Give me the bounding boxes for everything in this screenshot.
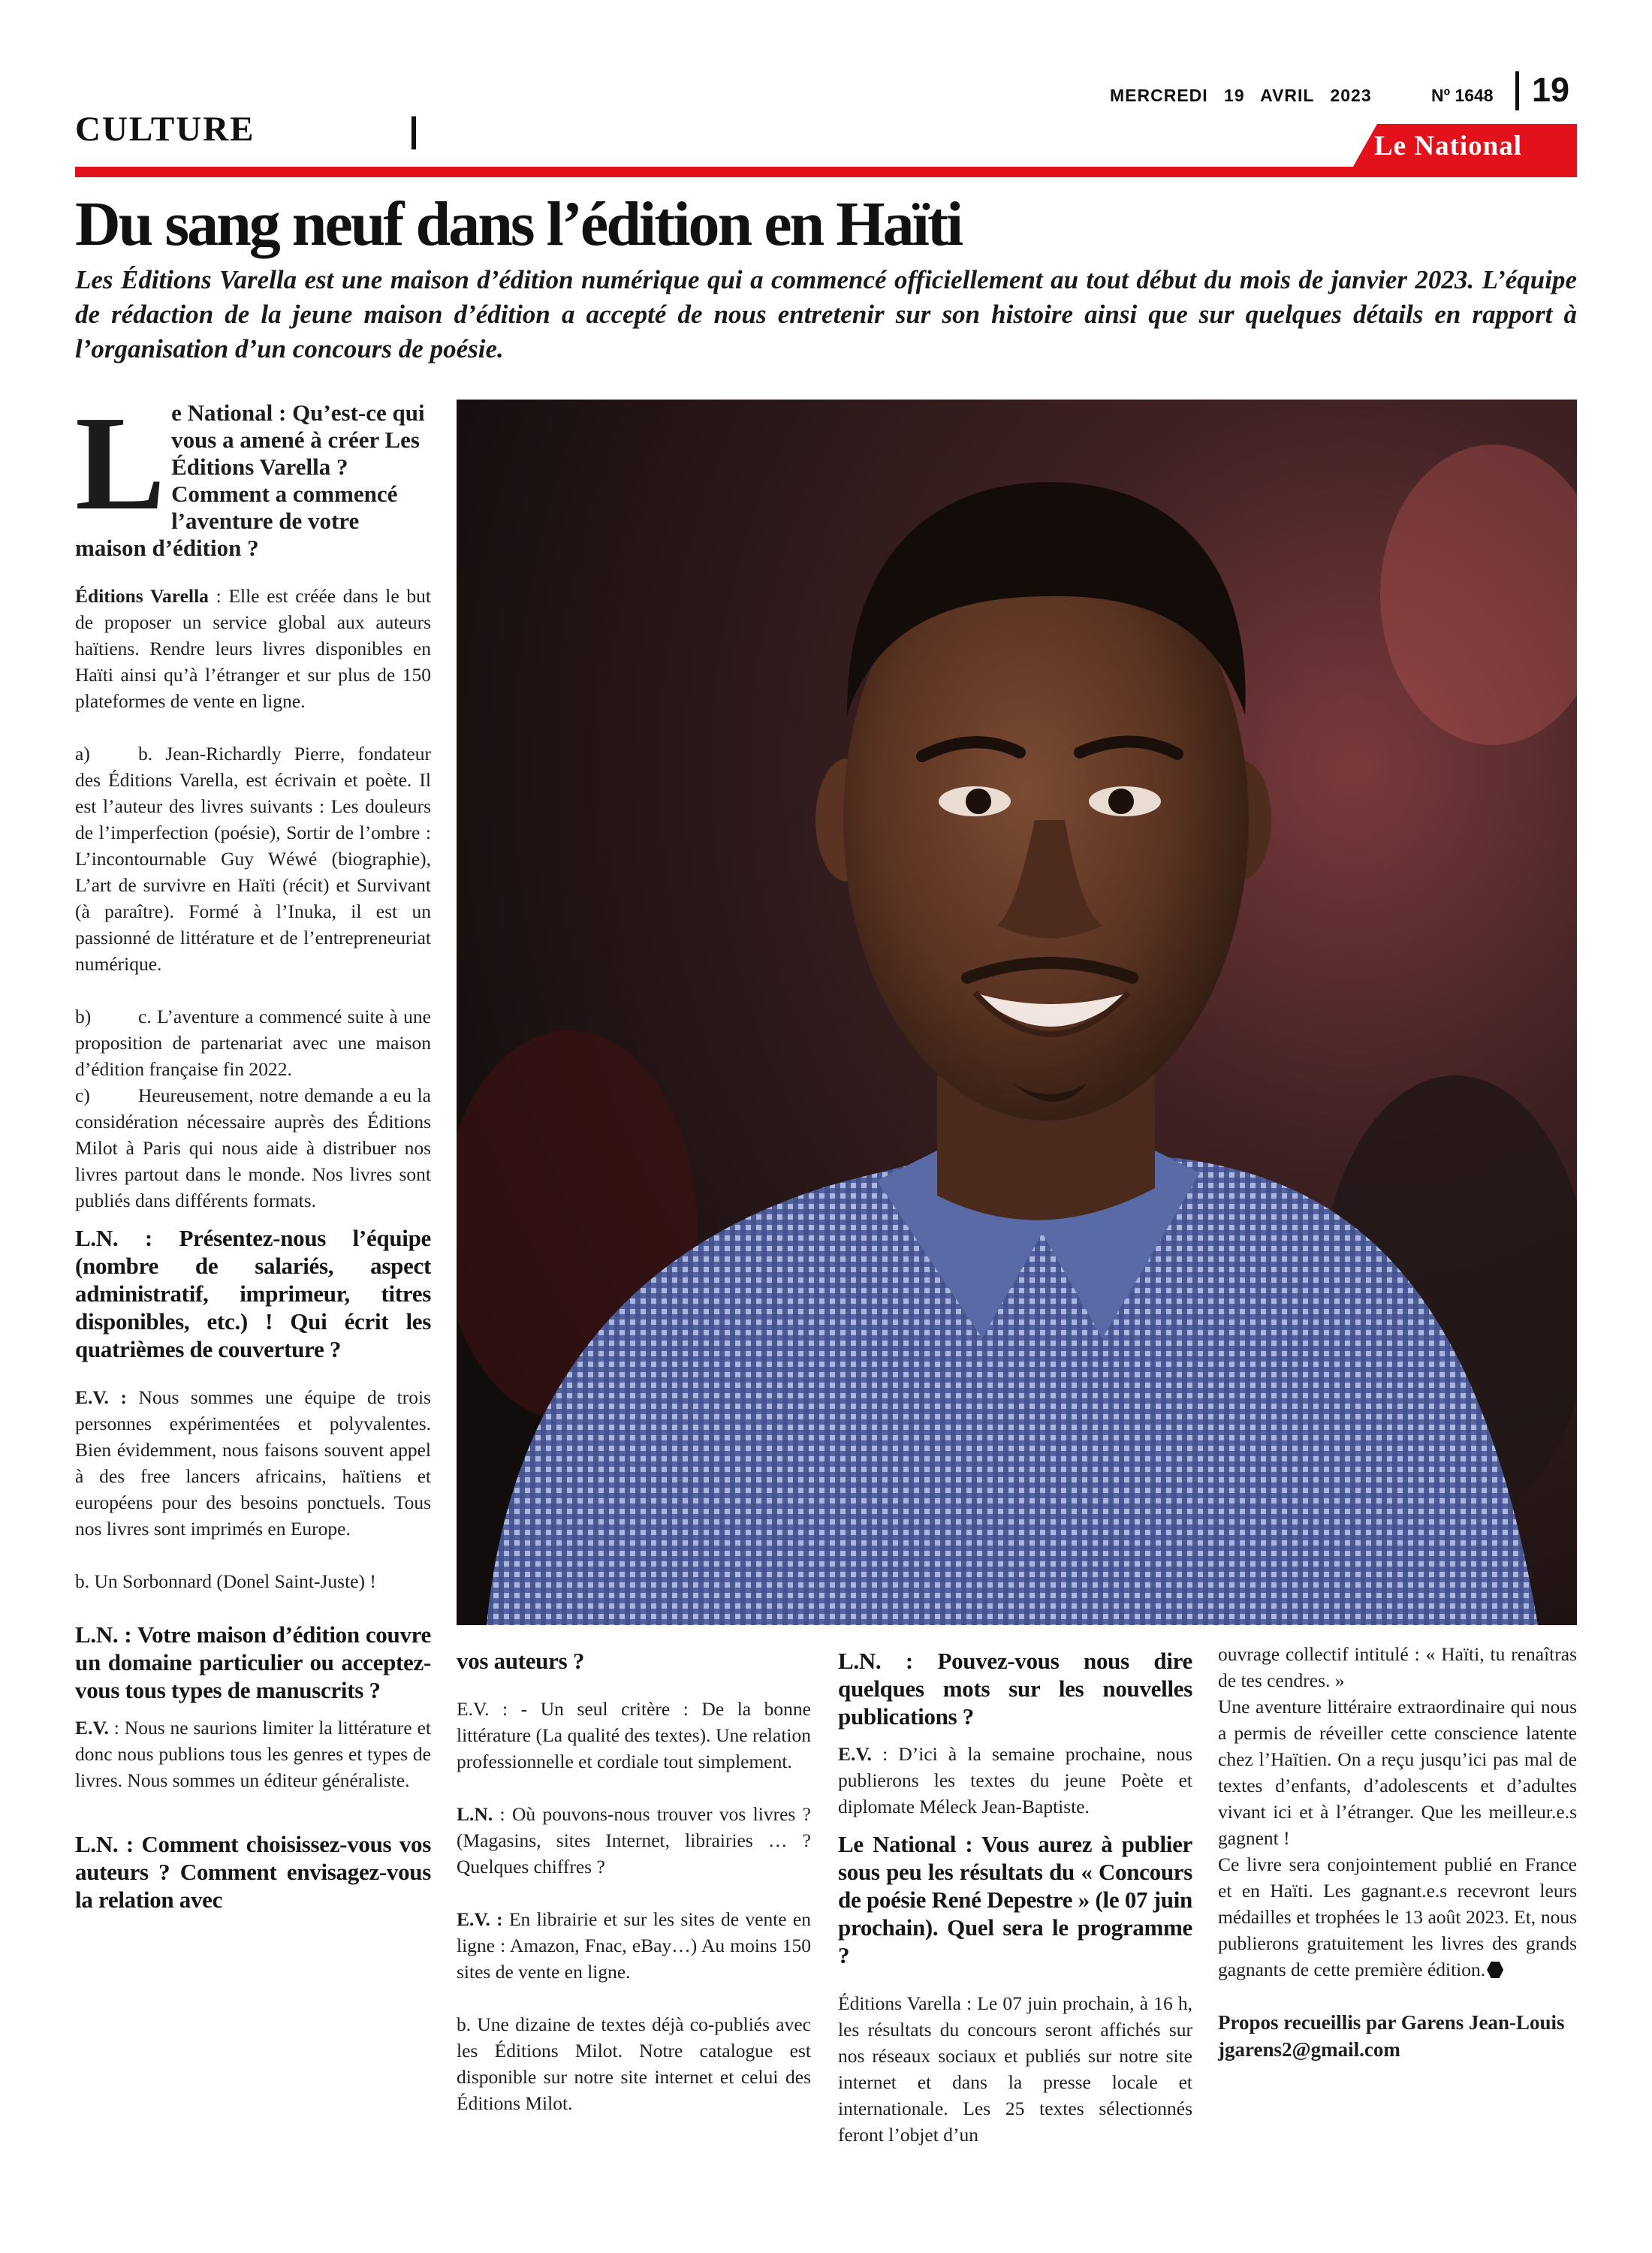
answer-text: : Elle est créée dans le but de proposer un service global aux auteurs haïtiens. Rendre leurs livres disponibles en Haïti ainsi qu’à l’étranger et sur plus de 150 plateformes de vente en ligne. [75,585,432,712]
interview-question: L.N. : Pouvez-vous nous dire quelques mots sur les nouvelles publications ? [838,1648,1192,1730]
answer-paragraph [75,740,431,977]
answer-paragraph: b. Un Sorbonnard (Donel Saint-Juste) ! [75,1570,376,1592]
answer-text: : D’ici à la semaine prochaine, nous publierons les textes du jeune Poète et diplomate Méleck Jean-Baptiste. [838,1743,1192,1817]
answer-label: Éditions Varella [75,585,209,607]
intro-question [75,388,431,562]
answer-label: E.V. [838,1743,872,1765]
answer-text: c. L’aventure a commencé suite à une proposition de partenariat avec une maison d’édition française fin 2022. [75,1006,431,1080]
answer-paragraph [457,1906,811,1985]
article-headline: Du sang neuf dans l’édition en Haïti [75,189,962,259]
article-standfirst: Les Éditions Varella est une maison d’édition numérique qui a commencé officiellement au tout début du mois de janvier 2023. L’équipe de rédaction de la jeune maison d’édition a accepté de nous entretenir sur son histoire ainsi que sur quelques détails en rapport à l’organisation d’un concours de poésie. [75,265,1577,363]
dateline: MERCREDI 19 AVRIL 2023 [1110,86,1372,105]
header-rule [75,167,1577,177]
answer-paragraph [75,1715,431,1793]
answer-paragraph [75,1082,431,1214]
answer-label: E.V. : [75,1386,127,1408]
list-marker: a) [75,743,90,765]
answer-paragraph: Une aventure littéraire extraordinaire qui nous a permis de réveiller cette conscience latente chez l’Haïtien. On a reçu jusqu’ici pas mal de textes d’enfants, d’adolescents et d’adultes vivant ici et à l’étranger. Que les meilleur.e.s gagnent ! [1218,1696,1577,1849]
answer-label: E.V. : [457,1908,503,1930]
answer-paragraph [75,583,431,714]
question-text: : Où pouvons-nous trouver vos livres ? (Magasins, sites Internet, librairies … ? Quelques chiffres ? [457,1803,811,1878]
drop-cap: L [75,388,166,538]
answer-text: Ce livre sera conjointement publié en France et en Haïti. Les gagnant.e.s recevront leurs médailles et trophées le 13 août 2023. Et, nous publierons gratuitement les livres des grands gagnants de cette première édition. [1218,1853,1577,1980]
answer-text: b. Jean-Richardly Pierre, fondateur des Éditions Varella, est écrivain et poète. Il est l’auteur des livres suivants : Les douleurs de l’imperfection (poésie), Sortir de l’ombre : L’incontournable Guy Wéwé (biographie), L’art de survivre en Haïti (récit) et Survivant (à paraître). Formé à l’Inuka, il est un passionné de littérature et de l’entrepreneuriat numérique. [75,743,431,975]
answer-paragraph: E.V. : - Un seul critère : De la bonne littérature (La qualité des textes). Une relation professionnelle et cordiale tout simplement. [457,1698,811,1772]
interview-question: L.N. : Votre maison d’édition couvre un domaine particulier ou acceptez-vous tous types de manuscrits ? [75,1621,431,1703]
answer-paragraph [75,1384,431,1542]
article-column-2 [457,1647,811,2116]
answer-paragraph [1218,1851,1577,1983]
list-marker: c) [75,1084,90,1106]
answer-paragraph [838,1741,1192,1820]
answer-paragraph [75,1003,431,1082]
answer-text: : Nous ne saurions limiter la littérature et donc nous publions tous les genres et types de livres. Nous sommes un éditeur généraliste. [75,1717,431,1791]
answer-paragraph: Éditions Varella : Le 07 juin prochain, à 16 h, les résultats du concours seront affichés sur nos réseaux sociaux et publiés sur notre site internet et dans la presse locale et internationale. Les 25 textes sélectionnés feront l’objet d’un [838,1992,1192,2146]
interview-question: Le National : Vous aurez à publier sous peu les résultats du « Concours de poésie René Depestre » (le 07 juin prochain). Quel sera le programme ? [838,1831,1192,1968]
author-credit: Propos recueillis par Garens Jean-Louis [1218,2011,1565,2034]
end-of-article-icon [1487,1962,1503,1978]
answer-paragraph: ouvrage collectif intitulé : « Haïti, tu renaîtras de tes cendres. » [1218,1643,1577,1691]
section-label: CULTURE [75,110,255,149]
answer-paragraph: b. Une dizaine de textes déjà co-publiés avec les Éditions Milot. Notre catalogue est disponible sur notre site internet et celui des Éditions Milot. [457,2013,811,2114]
article-column-4 [1218,1641,1577,2063]
publication-brand: Le National [1374,131,1523,161]
list-marker: b) [75,1006,92,1027]
issue-number: Nº 1648 [1431,86,1494,105]
question-paragraph [457,1801,811,1880]
answer-text: En librairie et sur les sites de vente en ligne : Amazon, Fnac, eBay…) Au moins 150 sites de vente en ligne. [457,1908,811,1983]
article-column-1 [75,388,432,1914]
answer-label: E.V. [75,1717,109,1739]
page-number-divider [1515,71,1519,110]
portrait-photo [457,400,1577,1625]
interview-question-continued: vos auteurs ? [457,1648,585,1674]
author-email[interactable]: jgarens2@gmail.com [1218,2038,1400,2061]
article-column-3 [838,1647,1192,2148]
section-divider [411,116,416,149]
question-label: L.N. [457,1803,493,1825]
intro-question-text: e National : Qu’est-ce qui vous a amené à créer Les Éditions Varella ? Comment a commencé l’aventure de votre maison d’édition ? [75,400,425,561]
answer-text: Nous sommes une équipe de trois personnes expérimentées et polyvalentes. Bien évidemment, nous faisons souvent appel à des free lancers africains, haïtiens et européens pour des besoins ponctuels. Tous nos livres sont imprimés en Europe. [75,1386,431,1540]
interview-question: L.N. : Présentez-nous l’équipe (nombre de salariés, aspect administratif, imprimeur, titres disponibles, etc.) ! Qui écrit les quatrièmes de couverture ? [75,1225,431,1362]
page-number: 19 [1532,71,1570,109]
answer-text: Heureusement, notre demande a eu la considération nécessaire auprès des Éditions Milot à Paris qui nous aide à distribuer nos livres partout dans le monde. Nos livres sont publiés dans différents formats. [75,1084,431,1211]
interview-question: L.N. : Comment choisissez-vous vos auteurs ? Comment envisagez-vous la relation avec [75,1831,431,1913]
